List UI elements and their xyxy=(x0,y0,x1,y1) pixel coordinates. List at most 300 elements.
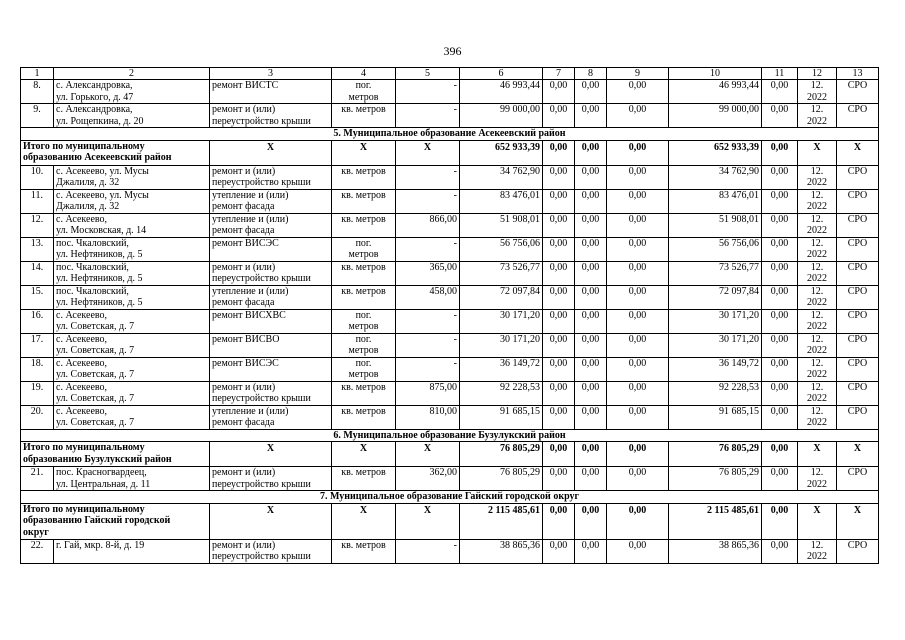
cost-cell: 0,00 xyxy=(575,539,607,563)
area-cell: - xyxy=(396,237,460,261)
method-cell: СРО xyxy=(837,467,879,491)
cost-cell: 0,00 xyxy=(762,405,798,429)
address-cell xyxy=(54,104,210,128)
work-type-cell xyxy=(210,213,332,237)
cell-line: 2022 xyxy=(807,201,827,212)
funds-cell: 34 762,90 xyxy=(669,165,762,189)
cost-cell: 0,00 xyxy=(762,213,798,237)
total-cost-cell: 83 476,01 xyxy=(460,189,543,213)
cell-line: с. Асекеево, xyxy=(56,309,108,321)
cost-cell: 0,00 xyxy=(543,140,575,165)
table-row xyxy=(21,213,879,237)
cell-line: метров xyxy=(348,249,379,260)
total-cost-cell: 73 526,77 xyxy=(460,261,543,285)
section-heading: 5. Муниципальное образование Асекеевский район xyxy=(21,128,879,141)
row-number: 8. xyxy=(21,80,54,104)
section-heading-row xyxy=(21,491,879,504)
cell-line: ул. Советская, д. 7 xyxy=(56,417,135,428)
total-cost-cell: 38 865,36 xyxy=(460,539,543,563)
cell-line: метров xyxy=(348,369,379,380)
column-number: 12 xyxy=(798,68,837,80)
unit-cell: X xyxy=(332,503,396,539)
work-type-cell xyxy=(210,189,332,213)
funds-cell: 652 933,39 xyxy=(669,140,762,165)
cost-cell: 0,00 xyxy=(575,503,607,539)
cell-line: метров xyxy=(348,91,379,103)
cell-line: Итого по муниципальному xyxy=(23,140,145,152)
cell-line: округ xyxy=(23,526,49,538)
address-cell xyxy=(54,237,210,261)
area-cell: - xyxy=(396,104,460,128)
cell-line: ул. Советская, д. 7 xyxy=(56,321,135,332)
table-row xyxy=(21,165,879,189)
cell-line: ремонт и (или) xyxy=(212,467,276,478)
cell-line: Джалиля, д. 32 xyxy=(56,201,120,212)
cell-line: ремонт ВИСЭС xyxy=(212,237,279,249)
cost-cell: 0,00 xyxy=(762,503,798,539)
cell-line: 12. xyxy=(810,405,824,417)
area-cell: X xyxy=(396,140,460,165)
area-cell: X xyxy=(396,503,460,539)
cell-line: с. Асекеево, xyxy=(56,405,108,417)
cell-line: 2022 xyxy=(807,297,827,308)
deadline-cell xyxy=(798,357,837,381)
unit-cell xyxy=(332,213,396,237)
cell-line: ремонт и (или) xyxy=(212,381,276,393)
cell-line: 2022 xyxy=(807,177,827,188)
address-cell xyxy=(54,309,210,333)
cell-line: пог. xyxy=(355,333,372,345)
table-body xyxy=(21,68,879,564)
funds-cell: 99 000,00 xyxy=(669,104,762,128)
funds-cell: 36 149,72 xyxy=(669,357,762,381)
cell-line: 12. xyxy=(810,104,824,115)
total-cost-cell: 91 685,15 xyxy=(460,405,543,429)
funds-cell: 91 685,15 xyxy=(669,405,762,429)
total-cost-cell: 36 149,72 xyxy=(460,357,543,381)
address-cell xyxy=(54,80,210,104)
cost-cell: 0,00 xyxy=(543,405,575,429)
cell-line: Джалиля, д. 32 xyxy=(56,177,120,188)
cost-cell: 0,00 xyxy=(607,357,669,381)
work-type-cell xyxy=(210,309,332,333)
method-cell: СРО xyxy=(837,357,879,381)
cell-line: 2022 xyxy=(807,369,827,380)
row-number: 22. xyxy=(21,539,54,563)
funds-cell: 30 171,20 xyxy=(669,309,762,333)
row-number: 18. xyxy=(21,357,54,381)
unit-cell xyxy=(332,309,396,333)
cell-line: метров xyxy=(348,345,379,356)
unit-cell xyxy=(332,539,396,563)
cell-line: пог. xyxy=(355,80,372,91)
cost-cell: 0,00 xyxy=(575,285,607,309)
total-cost-cell: 2 115 485,61 xyxy=(460,503,543,539)
cell-line: утепление и (или) xyxy=(212,285,289,297)
cost-cell: 0,00 xyxy=(762,333,798,357)
table-row xyxy=(21,237,879,261)
cell-line: с. Александровка, xyxy=(56,104,133,115)
cell-line: ремонт и (или) xyxy=(212,104,276,115)
deadline-cell xyxy=(798,165,837,189)
work-type-cell xyxy=(210,285,332,309)
method-cell: СРО xyxy=(837,80,879,104)
cell-line: переустройство крыши xyxy=(212,393,311,404)
cell-line: ремонт фасада xyxy=(212,201,275,212)
cost-cell: 0,00 xyxy=(575,333,607,357)
cost-cell: 0,00 xyxy=(607,333,669,357)
cell-line: 2022 xyxy=(807,345,827,356)
cost-cell: 0,00 xyxy=(607,104,669,128)
funds-cell: 76 805,29 xyxy=(669,467,762,491)
work-type-cell xyxy=(210,357,332,381)
column-number: 6 xyxy=(460,68,543,80)
method-cell: СРО xyxy=(837,405,879,429)
unit-cell xyxy=(332,165,396,189)
cell-line: переустройство крыши xyxy=(212,551,311,562)
method-cell: СРО xyxy=(837,333,879,357)
cost-cell: 0,00 xyxy=(607,405,669,429)
cell-line: 2022 xyxy=(807,393,827,404)
subtotal-label xyxy=(21,503,210,539)
deadline-cell xyxy=(798,80,837,104)
total-cost-cell: 72 097,84 xyxy=(460,285,543,309)
cost-cell: 0,00 xyxy=(575,261,607,285)
row-number: 9. xyxy=(21,104,54,128)
cell-line: ремонт ВИСХВС xyxy=(212,309,286,321)
cost-cell: 0,00 xyxy=(575,405,607,429)
page-number: 396 xyxy=(443,44,462,58)
cell-line: переустройство крыши xyxy=(212,115,311,127)
row-number: 13. xyxy=(21,237,54,261)
cost-cell: 0,00 xyxy=(575,237,607,261)
unit-cell xyxy=(332,381,396,405)
cell-line: метров xyxy=(348,321,379,332)
cost-cell: 0,00 xyxy=(607,467,669,491)
cell-line: кв. метров xyxy=(341,261,386,273)
cell-line: кв. метров xyxy=(341,381,386,393)
total-cost-cell: 46 993,44 xyxy=(460,80,543,104)
cost-cell: 0,00 xyxy=(575,80,607,104)
work-type-cell xyxy=(210,405,332,429)
cell-line: пос. Чкаловский, xyxy=(56,261,129,273)
cell-line: с. Асекеево, ул. Мусы xyxy=(56,165,149,177)
address-cell xyxy=(54,333,210,357)
cost-cell: 0,00 xyxy=(543,333,575,357)
row-number: 17. xyxy=(21,333,54,357)
cell-line: 12. xyxy=(810,309,824,321)
section-heading: 6. Муниципальное образование Бузулукский район xyxy=(21,429,879,442)
cell-line: ремонт ВИСВО xyxy=(212,333,280,345)
cell-line: утепление и (или) xyxy=(212,405,289,417)
capital-repair-table xyxy=(20,67,879,564)
cost-cell: 0,00 xyxy=(575,104,607,128)
total-cost-cell: 652 933,39 xyxy=(460,140,543,165)
work-type-cell xyxy=(210,539,332,563)
total-cost-cell: 30 171,20 xyxy=(460,309,543,333)
cost-cell: 0,00 xyxy=(607,80,669,104)
cost-cell: 0,00 xyxy=(607,237,669,261)
column-number-row xyxy=(21,68,879,80)
column-number: 5 xyxy=(396,68,460,80)
funds-cell: 72 097,84 xyxy=(669,285,762,309)
table-row xyxy=(21,333,879,357)
subtotal-row xyxy=(21,140,879,165)
cell-line: 2022 xyxy=(807,115,827,127)
subtotal-row xyxy=(21,503,879,539)
cell-line: пог. xyxy=(355,237,372,249)
cell-line: переустройство крыши xyxy=(212,478,311,490)
cell-line: кв. метров xyxy=(341,405,386,417)
cost-cell: 0,00 xyxy=(607,140,669,165)
funds-cell: 2 115 485,61 xyxy=(669,503,762,539)
address-cell xyxy=(54,285,210,309)
unit-cell xyxy=(332,80,396,104)
funds-cell: 56 756,06 xyxy=(669,237,762,261)
cost-cell: 0,00 xyxy=(607,165,669,189)
column-number: 8 xyxy=(575,68,607,80)
section-heading-row xyxy=(21,429,879,442)
row-number: 15. xyxy=(21,285,54,309)
address-cell xyxy=(54,213,210,237)
deadline-cell xyxy=(798,309,837,333)
cell-line: ул. Советская, д. 7 xyxy=(56,393,135,404)
cell-line: 2022 xyxy=(807,249,827,260)
cost-cell: 0,00 xyxy=(575,357,607,381)
cell-line: 12. xyxy=(810,165,824,177)
cell-line: ремонт ВИСЭС xyxy=(212,357,279,369)
cost-cell: 0,00 xyxy=(607,503,669,539)
cell-line: пог. xyxy=(355,357,372,369)
deadline-cell xyxy=(798,285,837,309)
cost-cell: 0,00 xyxy=(543,165,575,189)
cell-line: 2022 xyxy=(807,551,827,562)
cost-cell: 0,00 xyxy=(762,309,798,333)
method-cell: СРО xyxy=(837,285,879,309)
table-row xyxy=(21,189,879,213)
cost-cell: 0,00 xyxy=(762,165,798,189)
unit-cell xyxy=(332,467,396,491)
unit-cell xyxy=(332,285,396,309)
cost-cell: 0,00 xyxy=(575,189,607,213)
cell-line: ремонт и (или) xyxy=(212,261,276,273)
cell-line: ремонт фасада xyxy=(212,417,275,428)
cost-cell: 0,00 xyxy=(543,285,575,309)
deadline-cell xyxy=(798,333,837,357)
address-cell xyxy=(54,189,210,213)
funds-cell: 76 805,29 xyxy=(669,442,762,467)
cell-line: ул. Центральная, д. 11 xyxy=(56,478,151,490)
row-number: 21. xyxy=(21,467,54,491)
address-cell xyxy=(54,357,210,381)
area-cell: 875,00 xyxy=(396,381,460,405)
cell-line: 12. xyxy=(810,285,824,297)
deadline-cell: X xyxy=(798,442,837,467)
funds-cell: 73 526,77 xyxy=(669,261,762,285)
cost-cell: 0,00 xyxy=(607,189,669,213)
area-cell: 362,00 xyxy=(396,467,460,491)
cost-cell: 0,00 xyxy=(543,467,575,491)
table-row xyxy=(21,261,879,285)
table-row xyxy=(21,357,879,381)
work-type-cell xyxy=(210,467,332,491)
cell-line: Итого по муниципальному xyxy=(23,503,145,515)
cost-cell: 0,00 xyxy=(543,503,575,539)
cell-line: кв. метров xyxy=(341,165,386,177)
cell-line: с. Асекеево, xyxy=(56,333,108,345)
cell-line: 12. xyxy=(810,213,824,225)
row-number: 10. xyxy=(21,165,54,189)
cost-cell: 0,00 xyxy=(607,381,669,405)
area-cell: - xyxy=(396,357,460,381)
unit-cell: X xyxy=(332,140,396,165)
cost-cell: 0,00 xyxy=(762,285,798,309)
total-cost-cell: 99 000,00 xyxy=(460,104,543,128)
method-cell: СРО xyxy=(837,261,879,285)
table-row xyxy=(21,405,879,429)
area-cell: - xyxy=(396,165,460,189)
cell-line: переустройство крыши xyxy=(212,177,311,188)
table-row xyxy=(21,285,879,309)
method-cell: СРО xyxy=(837,165,879,189)
area-cell: 810,00 xyxy=(396,405,460,429)
cost-cell: 0,00 xyxy=(543,442,575,467)
cost-cell: 0,00 xyxy=(543,309,575,333)
address-cell xyxy=(54,405,210,429)
cell-line: 12. xyxy=(810,333,824,345)
cell-line: ул. Рощепкина, д. 20 xyxy=(56,115,144,127)
unit-cell xyxy=(332,104,396,128)
method-cell: СРО xyxy=(837,309,879,333)
unit-cell xyxy=(332,189,396,213)
total-cost-cell: 92 228,53 xyxy=(460,381,543,405)
cell-line: ремонт фасада xyxy=(212,297,275,308)
cost-cell: 0,00 xyxy=(543,357,575,381)
unit-cell xyxy=(332,261,396,285)
funds-cell: 83 476,01 xyxy=(669,189,762,213)
work-type-cell xyxy=(210,333,332,357)
address-cell xyxy=(54,261,210,285)
area-cell: X xyxy=(396,442,460,467)
method-cell: СРО xyxy=(837,104,879,128)
cell-line: утепление и (или) xyxy=(212,189,289,201)
deadline-cell xyxy=(798,189,837,213)
total-cost-cell: 30 171,20 xyxy=(460,333,543,357)
cell-line: ремонт фасада xyxy=(212,225,275,236)
table-row xyxy=(21,104,879,128)
column-number: 3 xyxy=(210,68,332,80)
cell-line: 12. xyxy=(810,539,824,551)
cost-cell: 0,00 xyxy=(575,309,607,333)
cell-line: ул. Нефтяников, д. 5 xyxy=(56,273,143,284)
cell-line: кв. метров xyxy=(341,539,386,551)
deadline-cell xyxy=(798,237,837,261)
section-heading-row xyxy=(21,128,879,141)
cell-line: 12. xyxy=(810,261,824,273)
row-number: 12. xyxy=(21,213,54,237)
cost-cell: 0,00 xyxy=(543,381,575,405)
cell-line: образованию Гайский городской xyxy=(23,515,171,526)
cell-line: 2022 xyxy=(807,478,827,490)
cell-line: г. Гай, мкр. 8-й, д. 19 xyxy=(56,539,145,551)
deadline-cell: X xyxy=(798,503,837,539)
table-row xyxy=(21,381,879,405)
work-cell: X xyxy=(210,503,332,539)
method-cell: X xyxy=(837,140,879,165)
column-number: 9 xyxy=(607,68,669,80)
total-cost-cell: 76 805,29 xyxy=(460,442,543,467)
column-number: 11 xyxy=(762,68,798,80)
cell-line: пос. Чкаловский, xyxy=(56,285,129,297)
subtotal-label xyxy=(21,442,210,467)
cell-line: ул. Нефтяников, д. 5 xyxy=(56,297,143,308)
row-number: 11. xyxy=(21,189,54,213)
method-cell: X xyxy=(837,442,879,467)
cost-cell: 0,00 xyxy=(607,213,669,237)
table-row xyxy=(21,80,879,104)
deadline-cell xyxy=(798,467,837,491)
column-number: 1 xyxy=(21,68,54,80)
cost-cell: 0,00 xyxy=(762,261,798,285)
method-cell: X xyxy=(837,503,879,539)
unit-cell xyxy=(332,357,396,381)
unit-cell xyxy=(332,405,396,429)
cost-cell: 0,00 xyxy=(762,140,798,165)
cost-cell: 0,00 xyxy=(607,285,669,309)
column-number: 13 xyxy=(837,68,879,80)
column-number: 10 xyxy=(669,68,762,80)
cell-line: 12. xyxy=(810,237,824,249)
total-cost-cell: 51 908,01 xyxy=(460,213,543,237)
row-number: 19. xyxy=(21,381,54,405)
cost-cell: 0,00 xyxy=(762,539,798,563)
funds-cell: 51 908,01 xyxy=(669,213,762,237)
work-type-cell xyxy=(210,261,332,285)
area-cell: - xyxy=(396,309,460,333)
cell-line: кв. метров xyxy=(341,189,386,201)
cost-cell: 0,00 xyxy=(762,442,798,467)
cell-line: ремонт и (или) xyxy=(212,539,276,551)
deadline-cell xyxy=(798,381,837,405)
address-cell xyxy=(54,165,210,189)
deadline-cell xyxy=(798,261,837,285)
funds-cell: 92 228,53 xyxy=(669,381,762,405)
cell-line: кв. метров xyxy=(341,467,386,478)
cost-cell: 0,00 xyxy=(543,213,575,237)
cell-line: кв. метров xyxy=(341,285,386,297)
cell-line: 12. xyxy=(810,467,824,478)
method-cell: СРО xyxy=(837,237,879,261)
total-cost-cell: 56 756,06 xyxy=(460,237,543,261)
row-number: 16. xyxy=(21,309,54,333)
work-type-cell xyxy=(210,381,332,405)
cell-line: образованию Бузулукский район xyxy=(23,453,172,465)
table-row xyxy=(21,309,879,333)
cell-line: с. Александровка, xyxy=(56,80,133,91)
cost-cell: 0,00 xyxy=(543,189,575,213)
address-cell xyxy=(54,381,210,405)
deadline-cell xyxy=(798,104,837,128)
cost-cell: 0,00 xyxy=(607,442,669,467)
total-cost-cell: 34 762,90 xyxy=(460,165,543,189)
cell-line: образованию Асекеевский район xyxy=(23,152,172,163)
address-cell xyxy=(54,467,210,491)
area-cell: 866,00 xyxy=(396,213,460,237)
area-cell: 365,00 xyxy=(396,261,460,285)
cell-line: 2022 xyxy=(807,225,827,236)
cell-line: Итого по муниципальному xyxy=(23,442,145,453)
column-number: 4 xyxy=(332,68,396,80)
